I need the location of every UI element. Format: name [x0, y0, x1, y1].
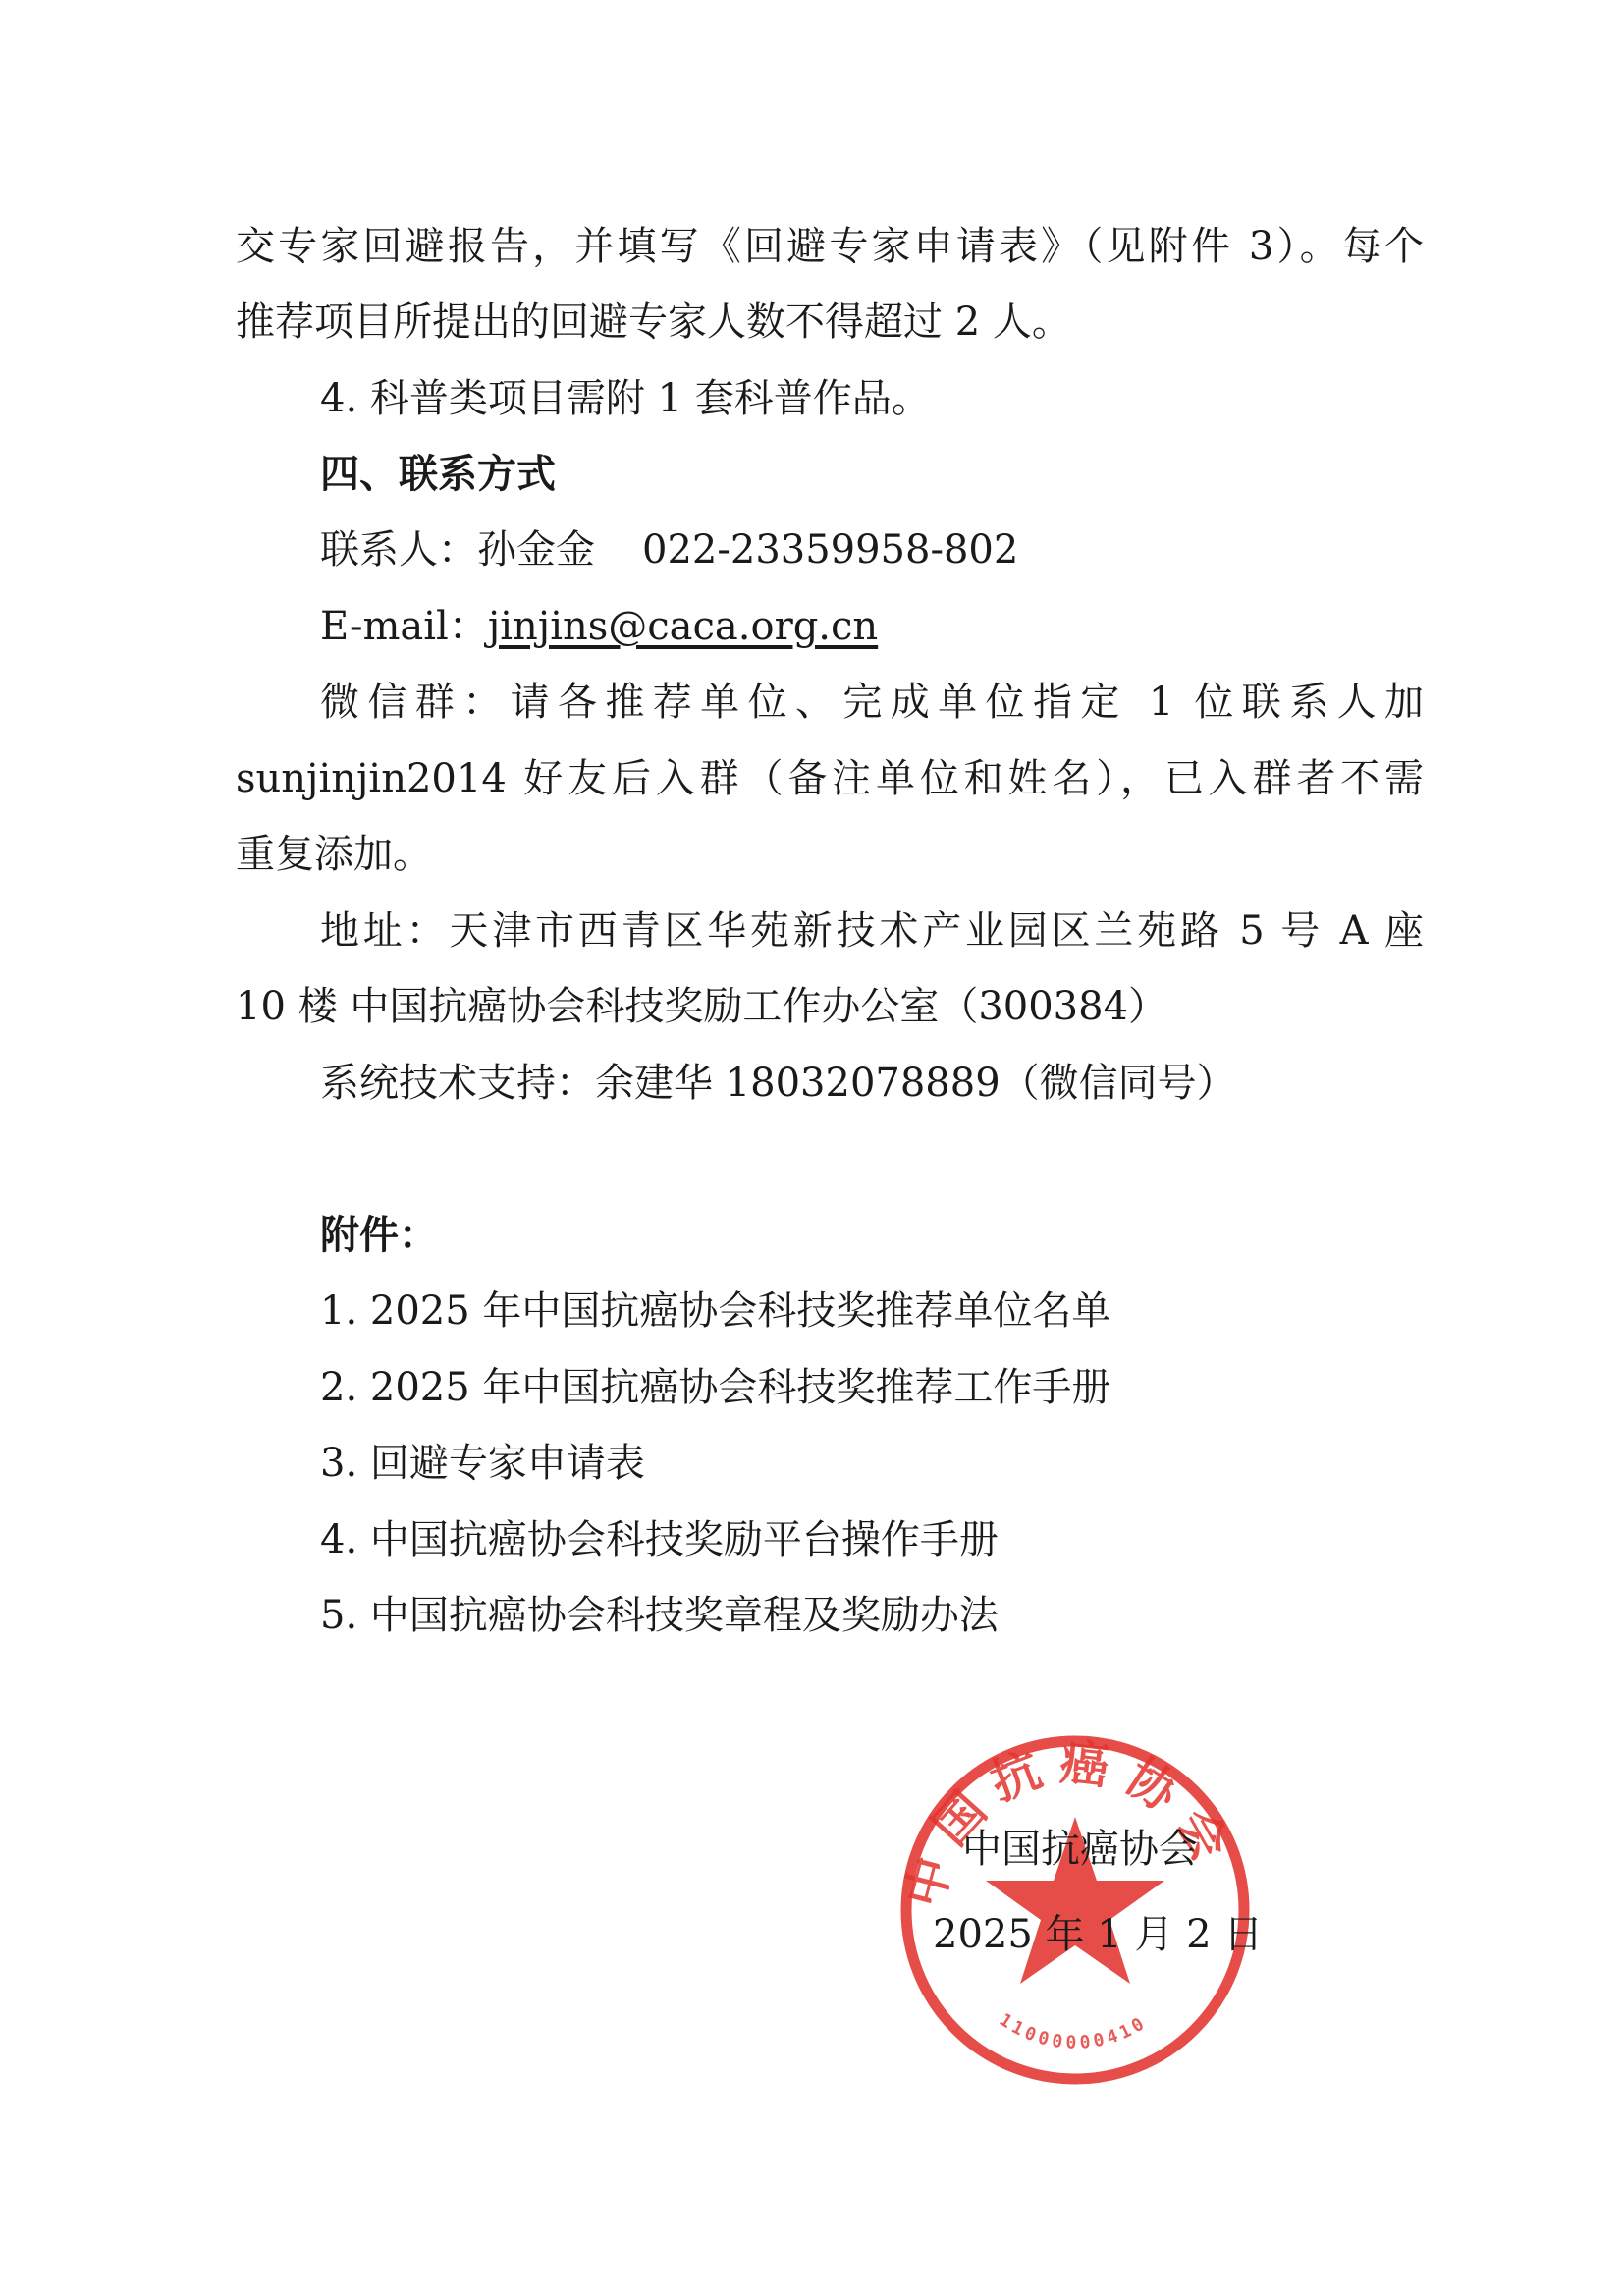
email-label: E-mail：: [320, 604, 488, 649]
contact-label: 联系人：: [320, 527, 477, 573]
contact-phone: 022-23359958-802: [642, 527, 1019, 573]
address-line: 地址：天津市西青区华苑新技术产业园区兰苑路 5 号 A 座: [320, 908, 1424, 954]
attachment-item: 1. 2025 年中国抗癌协会科技奖推荐单位名单: [320, 1288, 1111, 1334]
contact-name: 孙金金: [477, 527, 595, 573]
address-line: 10 楼 中国抗癌协会科技奖励工作办公室（300384）: [236, 984, 1168, 1029]
paragraph-line: 推荐项目所提出的回避专家人数不得超过 2 人。: [236, 300, 1071, 345]
email-line: [320, 599, 1424, 654]
attachments-heading: 附件：: [320, 1213, 438, 1258]
contact-line: [320, 522, 1424, 577]
attachment-item: 2. 2025 年中国抗癌协会科技奖推荐工作手册: [320, 1365, 1111, 1410]
svg-text:11000000410: 11000000410: [995, 2009, 1152, 2053]
support-line: 系统技术支持：余建华 18032078889（微信同号）: [320, 1061, 1236, 1106]
signature-org: 中国抗癌协会: [962, 1827, 1198, 1872]
svg-text:中国抗癌协会: 中国抗癌协会: [894, 1733, 1246, 1914]
email-link[interactable]: jinjins@caca.org.cn: [487, 604, 879, 649]
attachment-item: 5. 中国抗癌协会科技奖章程及奖励办法: [320, 1593, 999, 1638]
attachment-item: 4. 中国抗癌协会科技奖励平台操作手册: [320, 1517, 999, 1562]
list-item-4: 4. 科普类项目需附 1 套科普作品。: [320, 376, 931, 421]
section-heading: 四、联系方式: [320, 452, 556, 497]
wechat-line: sunjinjin2014 好友后入群（备注单位和姓名），已入群者不需: [236, 756, 1424, 801]
attachment-item: 3. 回避专家申请表: [320, 1441, 645, 1486]
wechat-line: 微信群：请各推荐单位、完成单位指定 1 位联系人加: [320, 680, 1424, 725]
wechat-line: 重复添加。: [236, 832, 432, 877]
signature-date: 2025 年 1 月 2 日: [933, 1912, 1264, 1957]
paragraph-line: 交专家回避报告，并填写《回避专家申请表》（见附件 3）。每个: [236, 224, 1424, 269]
